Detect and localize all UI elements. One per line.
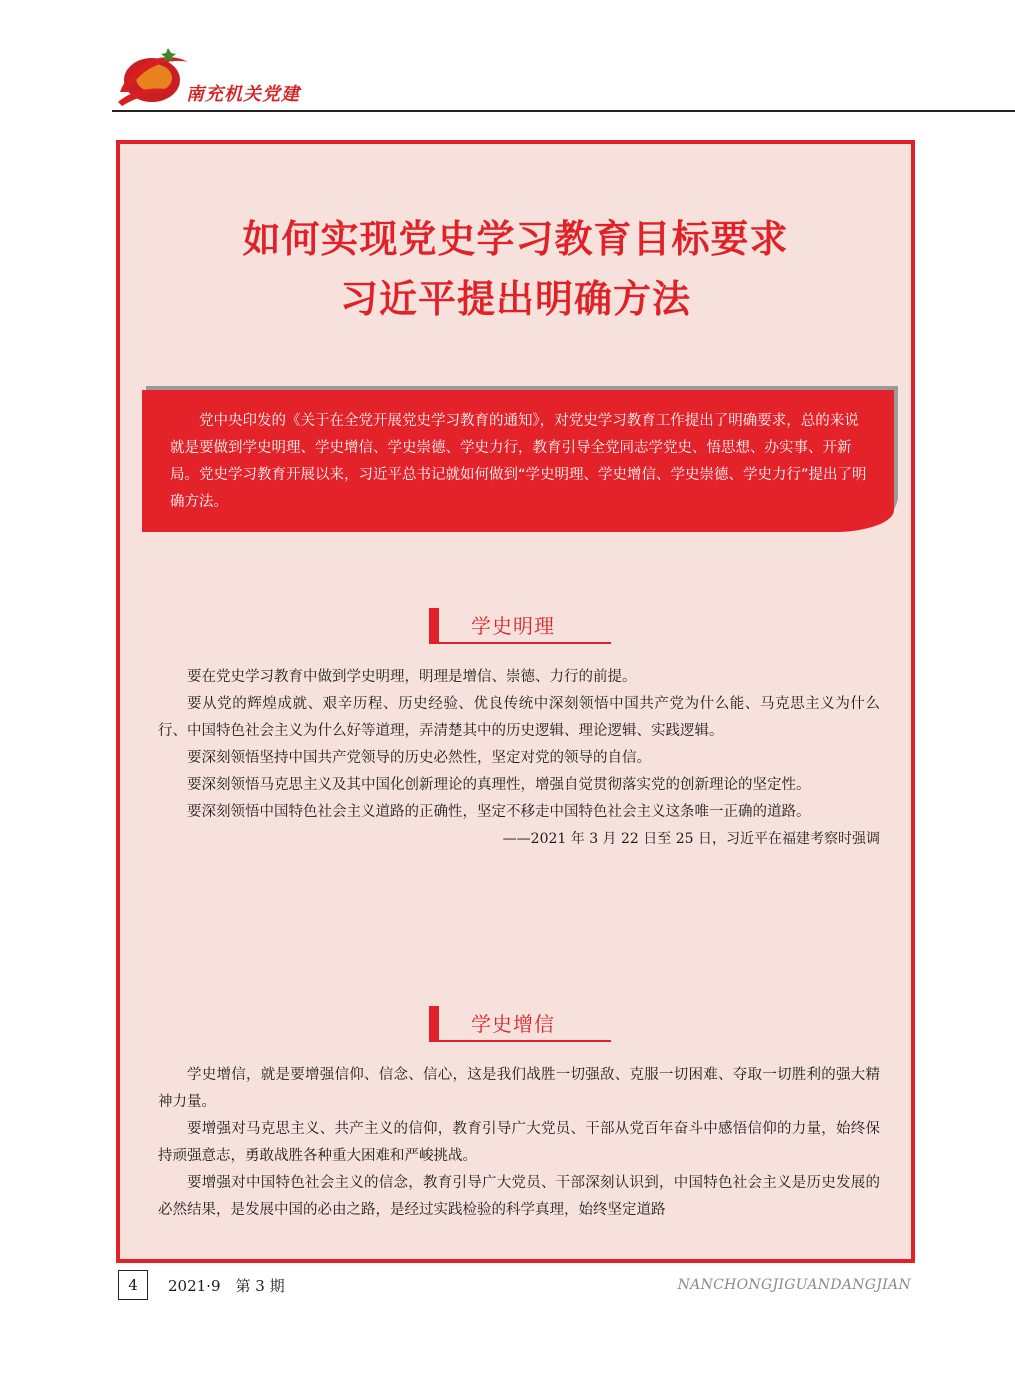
intro-text: 党中央印发的《关于在全党开展党史学习教育的通知》，对党史学习教育工作提出了明确要求，总的来说就是要做到学史明理、学史增信、学史崇德、学史力行，教育引导全党同志学党史、悟思想、办实事、开新局。党史学习教育开展以来，习近平总书记就如何做到“学史明理、学史增信、学史崇德、学史力行”提出了明确方法。 [170, 413, 867, 510]
section-body-1 [158, 664, 880, 853]
paragraph: 学史增信，就是要增强信仰、信念、信心，这是我们战胜一切强敌、克服一切困难、夺取一切胜利的强大精神力量。 [158, 1067, 880, 1110]
quote-attribution: ——2021 年 3 月 22 日至 25 日，习近平在福建考察时强调 [502, 831, 880, 847]
magazine-english-name: NANCHONGJIGUANDANGJIAN [677, 1277, 911, 1293]
paragraph: 要从党的辉煌成就、艰辛历程、历史经验、优良传统中深刻领悟中国共产党为什么能、马克思主义为什么行、中国特色社会主义为什么好等道理，弄清楚其中的历史逻辑、理论逻辑、实践逻辑。 [158, 696, 880, 739]
paragraph: 要增强对马克思主义、共产主义的信仰，教育引导广大党员、干部从党百年奋斗中感悟信仰的力量，始终保持顽强意志，勇敢战胜各种重大困难和严峻挑战。 [158, 1121, 880, 1164]
section-heading-bar [429, 1006, 439, 1042]
section-heading-underline [439, 642, 611, 644]
page-number: 4 [118, 1270, 148, 1300]
paragraph: 要在党史学习教育中做到学史明理，明理是增信、崇德、力行的前提。 [187, 669, 637, 685]
article-title-line1: 如何实现党史学习教育目标要求 [242, 216, 789, 261]
section-body-2 [158, 1062, 880, 1224]
paragraph: 要深刻领悟马克思主义及其中国化创新理论的真理性，增强自觉贯彻落实党的创新理论的坚定性。 [187, 777, 811, 793]
paragraph: 要深刻领悟坚持中国共产党领导的历史必然性，坚定对党的领导的自信。 [187, 750, 651, 766]
article-frame [116, 140, 915, 1263]
section-heading-bar [429, 608, 439, 644]
article-title-line2: 习近平提出明确方法 [339, 276, 691, 321]
intro-banner [142, 390, 894, 532]
issue-info: 2021·9 第 3 期 [168, 1277, 285, 1295]
section-heading-1 [429, 608, 611, 644]
header-divider [112, 110, 1015, 112]
section-heading-underline [439, 1040, 611, 1042]
paragraph: 要深刻领悟中国特色社会主义道路的正确性，坚定不移走中国特色社会主义这条唯一正确的道路。 [187, 804, 811, 820]
section-heading-label: 学史明理 [471, 614, 555, 638]
paragraph: 要增强对中国特色社会主义的信念，教育引导广大党员、干部深刻认识到，中国特色社会主义是历史发展的必然结果，是发展中国的必由之路，是经过实践检验的科学真理，始终坚定道路 [158, 1175, 880, 1218]
section-heading-2 [429, 1006, 611, 1042]
magazine-logo-icon [112, 40, 192, 110]
section-heading-label: 学史增信 [471, 1012, 555, 1036]
magazine-brand-name: 南充机关党建 [186, 84, 300, 105]
